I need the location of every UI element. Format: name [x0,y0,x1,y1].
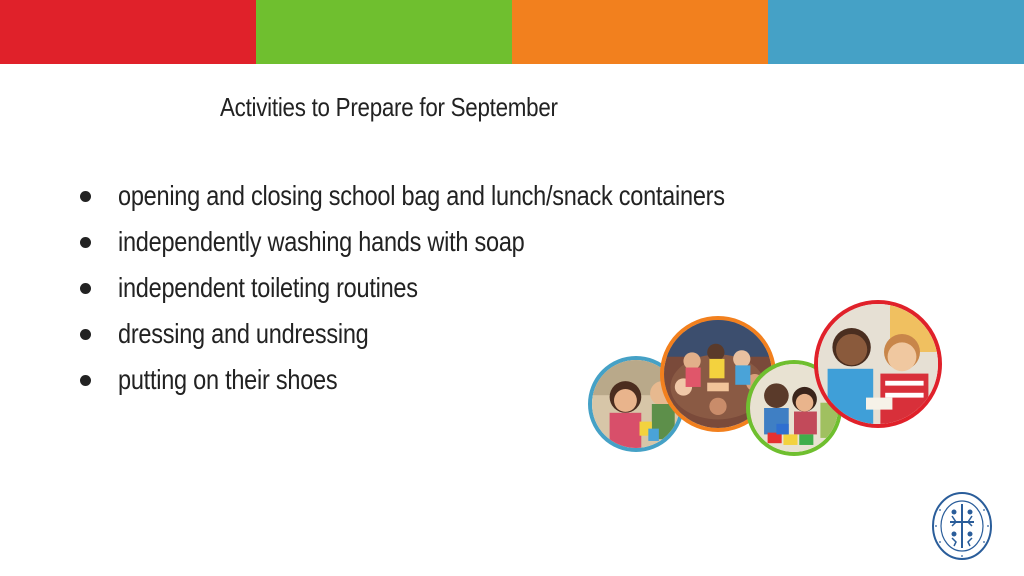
bullet-icon [80,329,91,340]
bullet-icon [80,191,91,202]
list-item-text: independently washing hands with soap [118,226,525,257]
list-item-text: opening and closing school bag and lunch/snack containers [118,180,725,211]
photo-boys-reading [814,300,942,428]
list-item-text: dressing and undressing [118,318,369,349]
color-bar-orange [512,0,768,64]
bullet-icon [80,283,91,294]
school-board-logo [930,490,994,562]
color-bar-green [256,0,512,64]
color-bar-blue [768,0,1024,64]
header-color-bar [0,0,1024,64]
school-board-logo-icon [930,490,994,562]
list-item-text: putting on their shoes [118,364,338,395]
bullet-icon [80,375,91,386]
slide-title: Activities to Prepare for September [220,92,558,122]
bullet-icon [80,237,91,248]
color-bar-red [0,0,256,64]
list-item-text: independent toileting routines [118,272,418,303]
